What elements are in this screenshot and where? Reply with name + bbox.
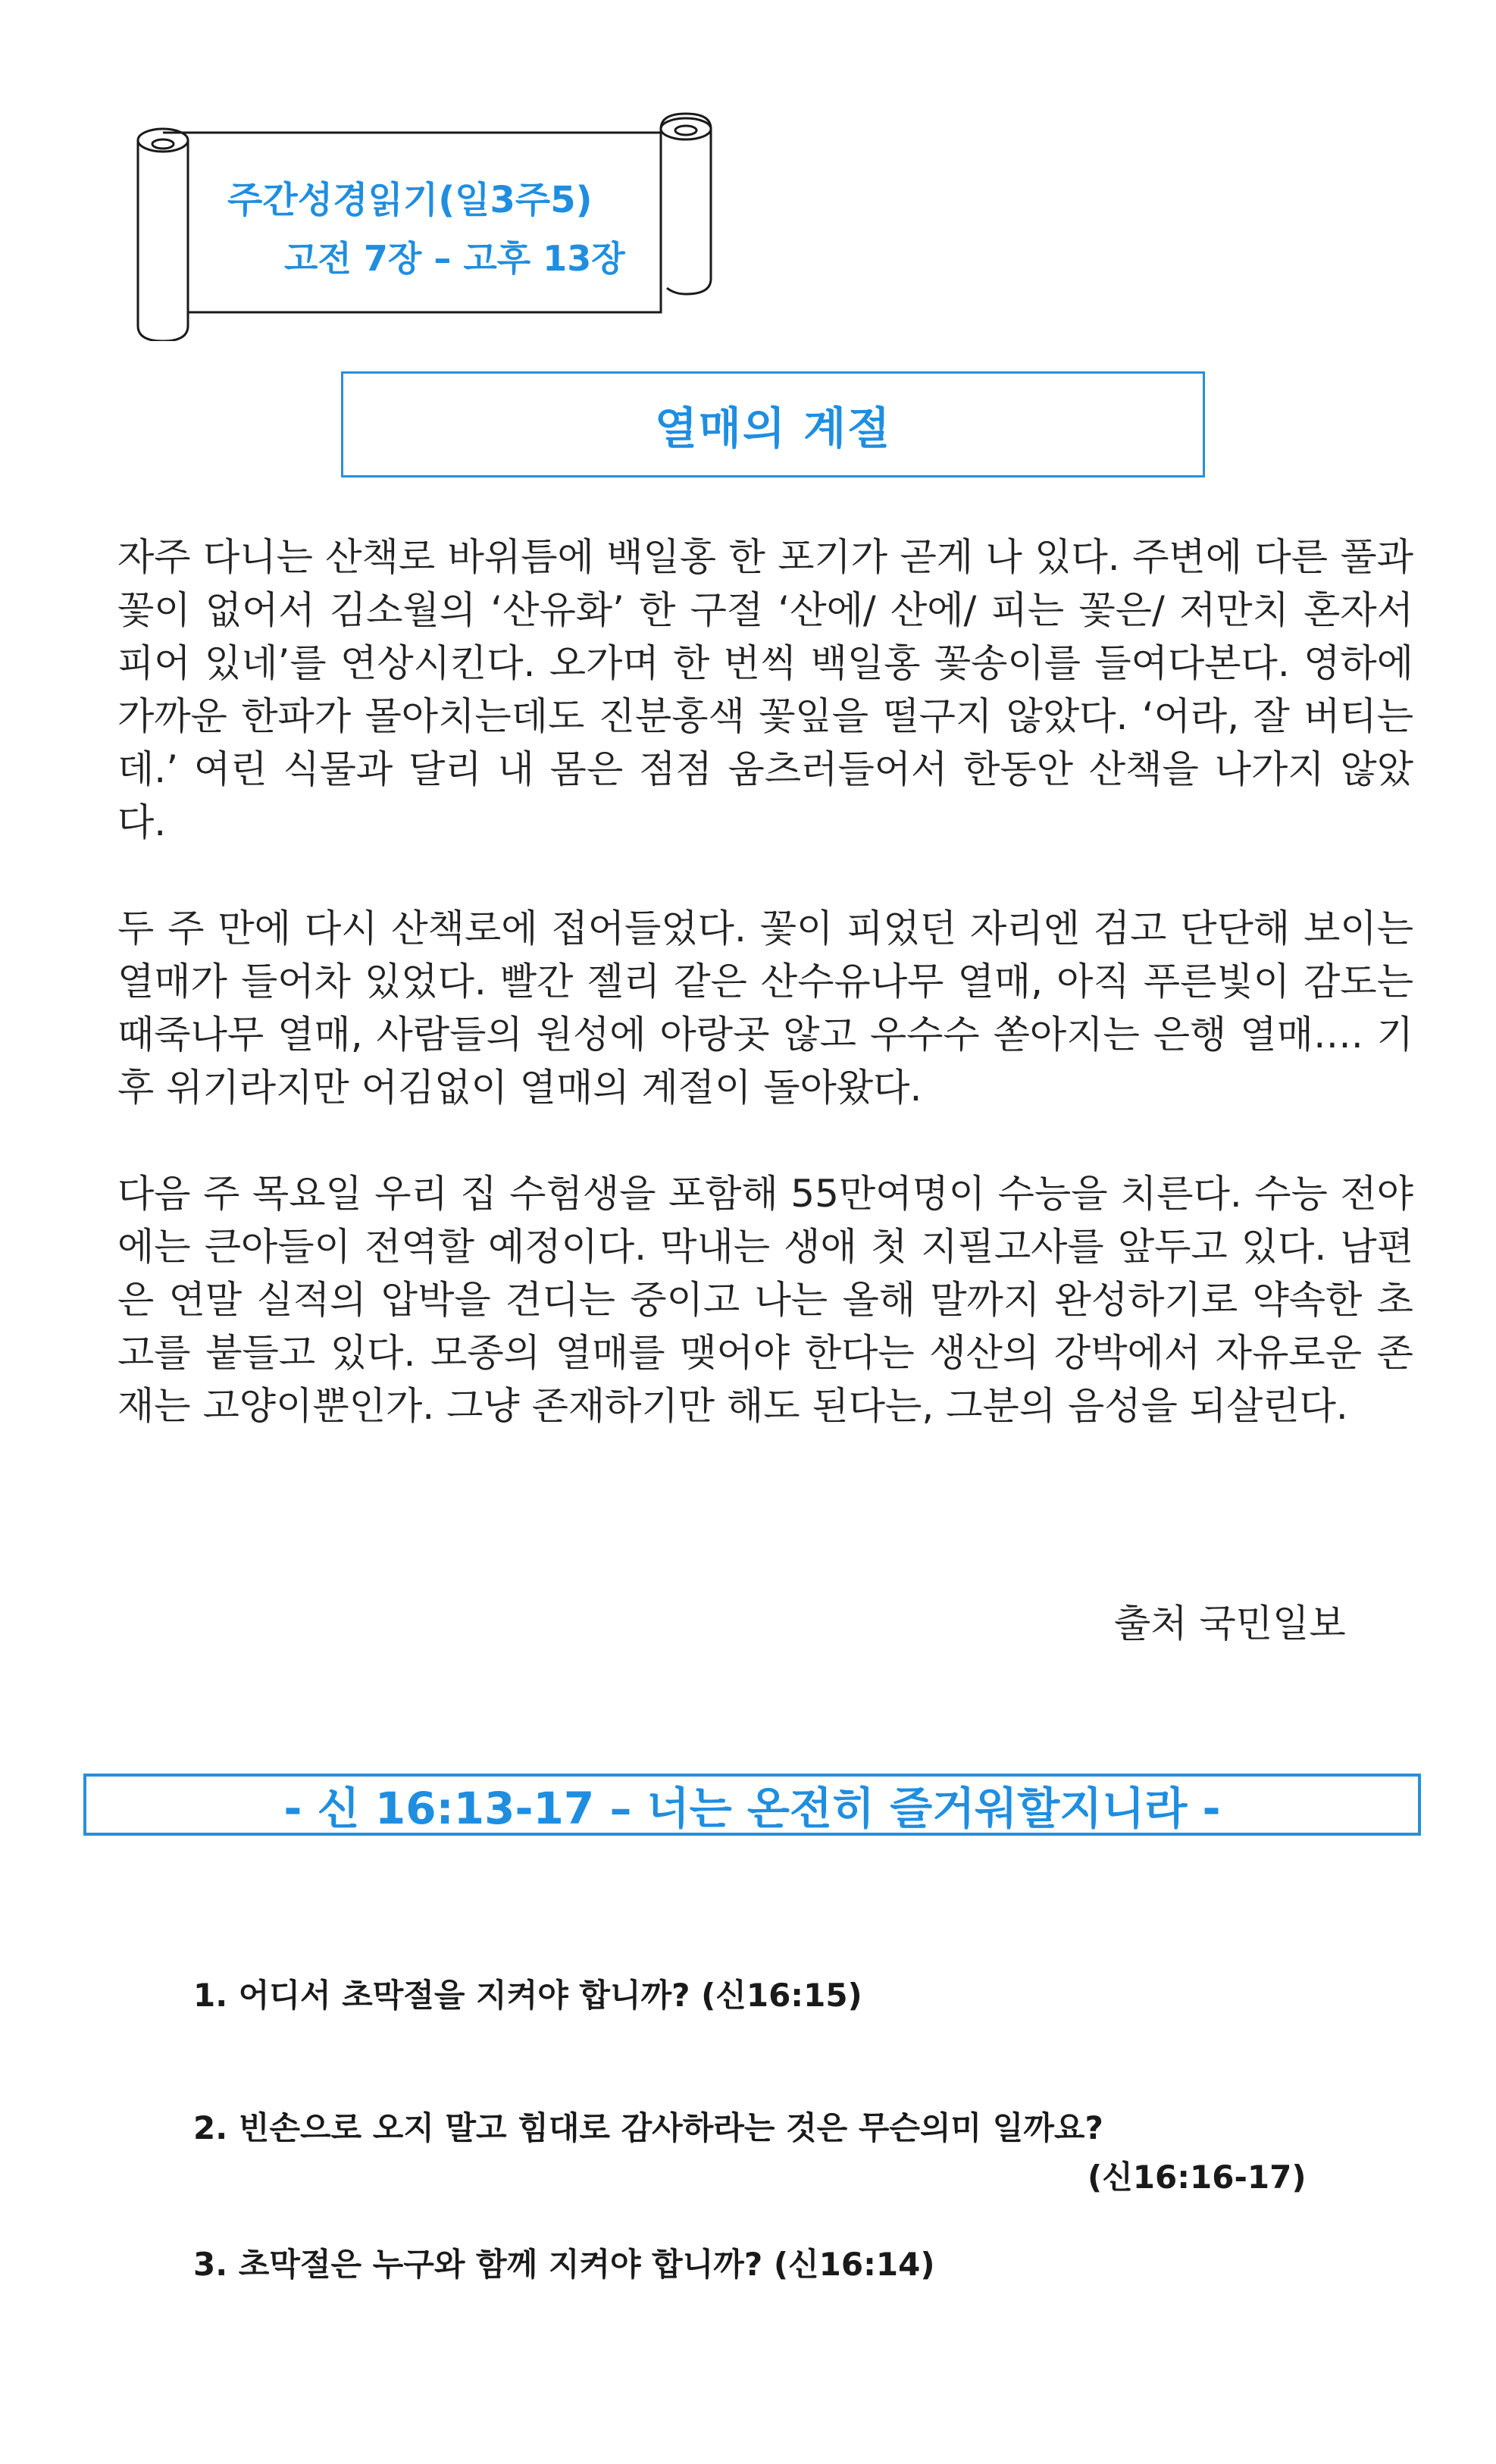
essay-paragraph: 자주 다니는 산책로 바위틈에 백일홍 한 포기가 곧게 나 있다. 주변에 다른 풀과 꽃이 없어서 김소월의 ‘산유화’ 한 구절 ‘산에/ 산에/ 피는 꽃은/ 저만치 혼자서 피어 있네’를 연상시킨다. 오가며 한 번씩 백일홍 꽃송이를 들여다본다. 영하에 가까운 한파가 몰아치는데도 진분홍색 꽃잎을 떨구지 않았다. ‘어라, 잘 버티는데.’ 여린 식물과 달리 내 몸은 점점 움츠러들어서 한동안 산책을 나가지 않았다. (117, 535, 1413, 844)
article-title-box (341, 371, 1205, 477)
reading-plan-range: 고전 7장 – 고후 13장 (284, 238, 625, 279)
essay-source: 출처 국민일보 (1114, 1601, 1346, 1645)
header-scroll-banner (121, 99, 728, 341)
verse-banner-text: - 신 16:13-17 – 너는 온전히 즐거워할지니라 - (283, 1783, 1221, 1834)
article-title: 열매의 계절 (654, 402, 892, 454)
question-1: 1. 어디서 초막절을 지켜야 합니까? (신16:15) (193, 1977, 862, 2014)
question-3: 3. 초막절은 누구와 함께 지켜야 합니까? (신16:14) (193, 2246, 935, 2283)
question-2: 2. 빈손으로 오지 말고 힘대로 감사하라는 것은 무슨의미 일까요? (193, 2109, 1103, 2146)
question-2-reference: (신16:16-17) (1088, 2159, 1307, 2196)
essay-paragraph: 두 주 만에 다시 산책로에 접어들었다. 꽃이 피었던 자리엔 검고 단단해 보이는 열매가 들어차 있었다. 빨간 젤리 같은 산수유나무 열매, 아직 푸른빛이 감도는 때죽나무 열매, 사람들의 원성에 아랑곳 않고 우수수 쏟아지는 은행 열매…. 기후 위기라지만 어김없이 열매의 계절이 돌아왔다. (117, 906, 1413, 1110)
essay-paragraph: 다음 주 목요일 우리 집 수험생을 포함해 55만여명이 수능을 치른다. 수능 전야에는 큰아들이 전역할 예정이다. 막내는 생애 첫 지필고사를 앞두고 있다. 남편은 연말 실적의 압박을 견디는 중이고 나는 올해 말까지 완성하기로 약속한 초고를 붙들고 있다. 모종의 열매를 맺어야 한다는 생산의 강박에서 자유로운 존재는 고양이뿐인가. 그냥 존재하기만 해도 된다는, 그분의 음성을 되살린다. (117, 1172, 1413, 1428)
reading-plan-title: 주간성경읽기(일3주5) (227, 179, 593, 221)
essay-body (117, 531, 1413, 1432)
verse-banner (83, 1774, 1421, 1836)
